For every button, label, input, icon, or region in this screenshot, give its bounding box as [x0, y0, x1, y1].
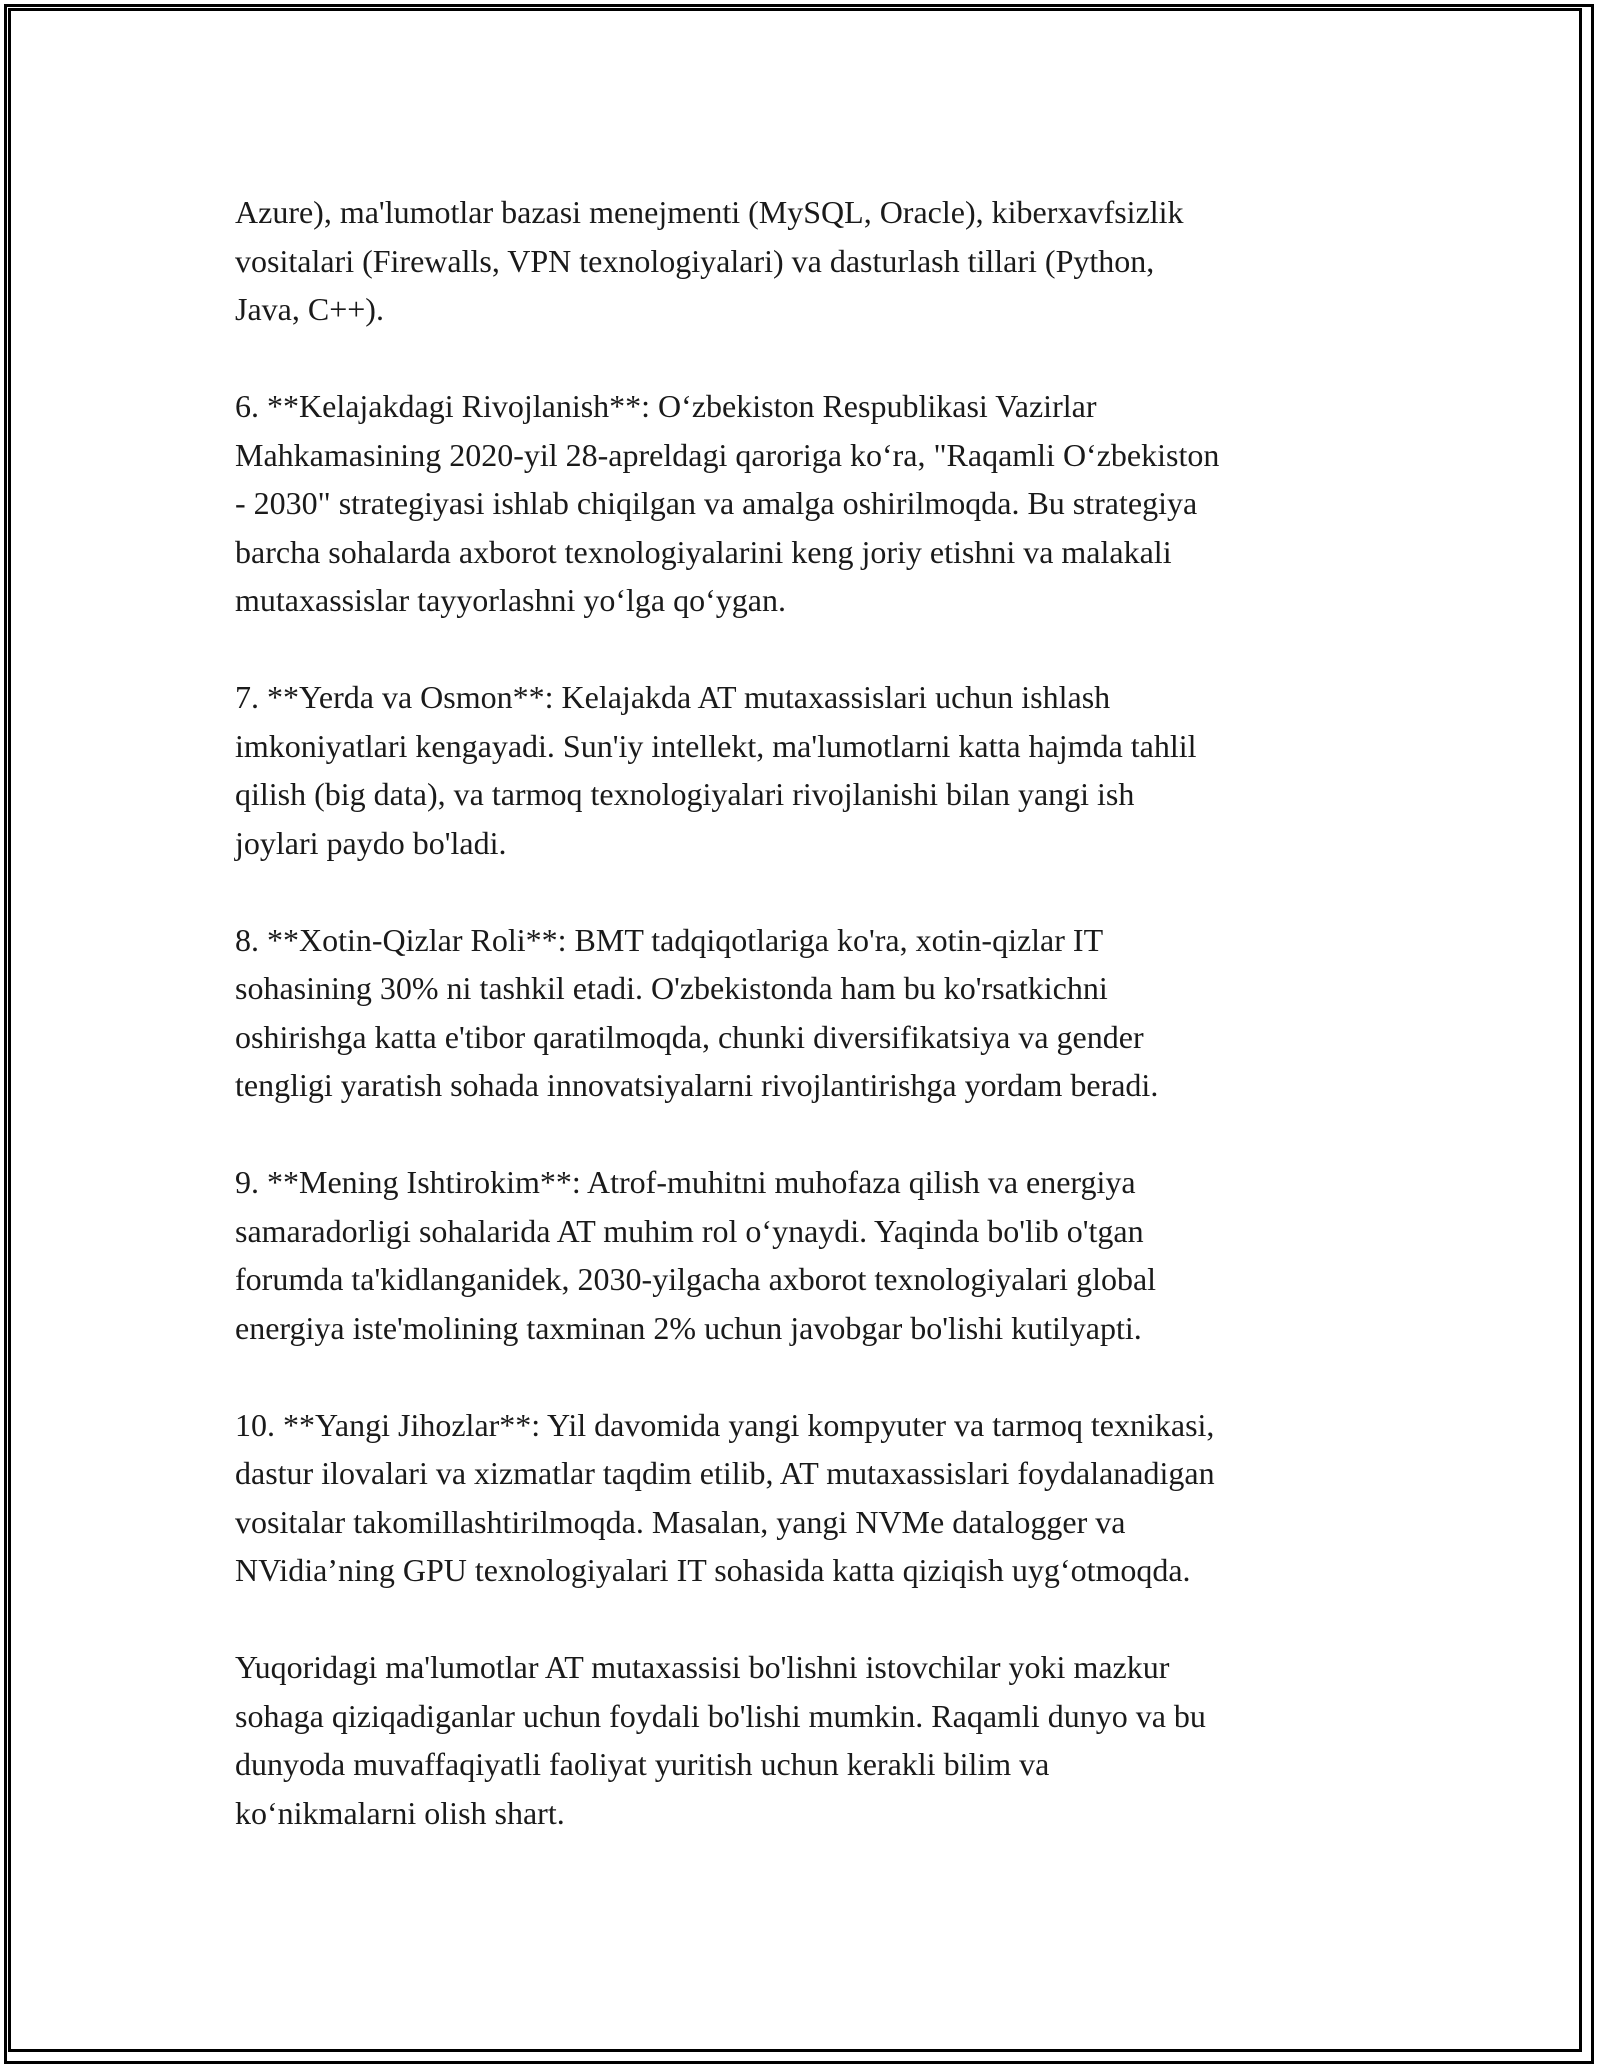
paragraph-item-8: 8. **Xotin-Qizlar Roli**: BMT tadqiqotlariga ko'ra, xotin-qizlar IT sohasining 30% ni tashkil etadi. O'zbekistonda ham bu ko'rsatkichni oshirishga katta e'tibor qaratilmoqda, chunki diversifikatsiya va gender tengligi yaratish sohada innovatsiyalarni rivojlantirishga yordam beradi. — [235, 921, 1159, 1103]
document-body — [235, 188, 1370, 1837]
paragraph-item-10: 10. **Yangi Jihozlar**: Yil davomida yangi kompyuter va tarmoq texnikasi, dastur ilovalari va xizmatlar taqdim etilib, AT mutaxassislari foydalanadigan vositalar takomillashtirilmoqda. Masalan, yangi NVMe datalogger va NVidia’ning GPU texnologiyalari IT sohasida katta qiziqish uyg‘otmoqda. — [235, 1406, 1215, 1588]
paragraph-continuation: Azure), ma'lumotlar bazasi menejmenti (MySQL, Oracle), kiberxavfsizlik vositalari (Firewalls, VPN texnologiyalari) va dasturlash tillari (Python, Java, C++). — [235, 194, 1184, 327]
paragraph-item-7: 7. **Yerda va Osmon**: Kelajakda AT mutaxassislari uchun ishlash imkoniyatlari kengayadi. Sun'iy intellekt, ma'lumotlarni katta hajmda tahlil qilish (big data), va tarmoq texnologiyalari rivojlanishi bilan yangi ish joylari paydo bo'ladi. — [235, 679, 1197, 861]
paragraph-item-9: 9. **Mening Ishtirokim**: Atrof-muhitni muhofaza qilish va energiya samaradorligi sohalarida AT muhim rol o‘ynaydi. Yaqinda bo'lib o'tgan forumda ta'kidlanganidek, 2030-yilgacha axborot texnologiyalari global energiya iste'molining taxminan 2% uchun javobgar bo'lishi kutilyapti. — [235, 1164, 1157, 1346]
paragraph-item-6: 6. **Kelajakdagi Rivojlanish**: O‘zbekiston Respublikasi Vazirlar Mahkamasining 2020-yil 28-apreldagi qaroriga ko‘ra, "Raqamli O‘zbekiston - 2030" strategiyasi ishlab chiqilgan va amalga oshirilmoqda. Bu strategiya barcha sohalarda axborot texnologiyalarini keng joriy etishni va malakali mutaxassislar tayyorlashni yo‘lga qo‘ygan. — [235, 388, 1220, 618]
paragraph-conclusion: Yuqoridagi ma'lumotlar AT mutaxassisi bo'lishni istovchilar yoki mazkur sohaga qiziqadiganlar uchun foydali bo'lishi mumkin. Raqamli dunyo va bu dunyoda muvaffaqiyatli faoliyat yuritish uchun kerakli bilim va ko‘nikmalarni olish shart. — [235, 1649, 1206, 1831]
